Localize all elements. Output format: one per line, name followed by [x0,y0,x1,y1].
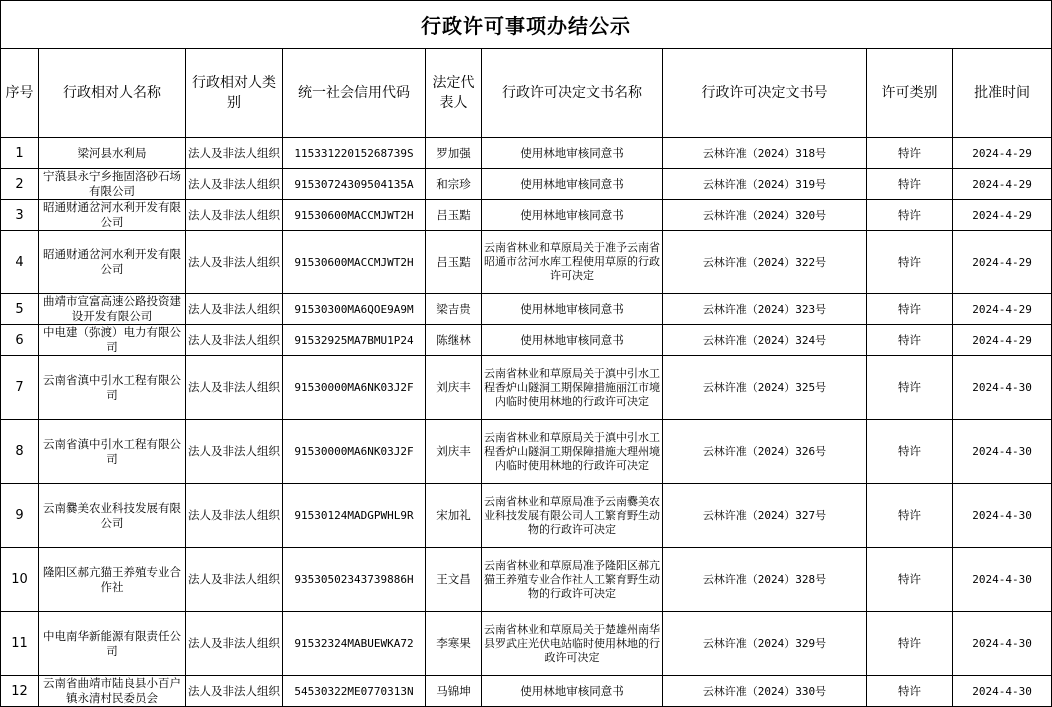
header-legal-rep: 法定代表人 [426,49,482,138]
cell-doc-number: 云林许准（2024）330号 [663,676,867,707]
cell-credit-code: 91530724309504135A [283,169,426,200]
cell-category: 特许 [867,169,953,200]
cell-doc-number: 云林许准（2024）329号 [663,612,867,676]
cell-doc-name: 使用林地审核同意书 [482,169,663,200]
cell-date: 2024-4-29 [953,138,1052,169]
cell-type: 法人及非法人组织 [186,420,283,484]
page-title: 行政许可事项办结公示 [1,1,1052,49]
table-row [1,169,1052,200]
cell-name: 云南省曲靖市陆良县小百户镇永清村民委员会 [39,676,186,707]
cell-doc-name: 使用林地审核同意书 [482,294,663,325]
cell-serial: 9 [1,484,39,548]
cell-doc-name: 使用林地审核同意书 [482,325,663,356]
table-row [1,138,1052,169]
cell-type: 法人及非法人组织 [186,484,283,548]
cell-category: 特许 [867,484,953,548]
cell-type: 法人及非法人组织 [186,231,283,294]
cell-serial: 1 [1,138,39,169]
cell-legal-rep: 王文昌 [426,548,482,612]
cell-credit-code: 91532925MA7BMU1P24 [283,325,426,356]
cell-credit-code: 91530124MADGPWHL9R [283,484,426,548]
cell-doc-number: 云林许准（2024）324号 [663,325,867,356]
cell-doc-number: 云林许准（2024）327号 [663,484,867,548]
cell-date: 2024-4-30 [953,676,1052,707]
cell-category: 特许 [867,231,953,294]
cell-doc-number: 云林许准（2024）323号 [663,294,867,325]
cell-date: 2024-4-30 [953,420,1052,484]
cell-doc-number: 云林许准（2024）328号 [663,548,867,612]
cell-legal-rep: 梁吉贵 [426,294,482,325]
cell-serial: 7 [1,356,39,420]
cell-doc-number: 云林许准（2024）325号 [663,356,867,420]
cell-doc-name: 云南省林业和草原局关于楚雄州南华县罗武庄光伏电站临时使用林地的行政许可决定 [482,612,663,676]
header-category: 许可类别 [867,49,953,138]
cell-credit-code: 11533122015268739S [283,138,426,169]
cell-type: 法人及非法人组织 [186,294,283,325]
cell-date: 2024-4-29 [953,231,1052,294]
cell-doc-number: 云林许准（2024）320号 [663,200,867,231]
cell-legal-rep: 和宗珍 [426,169,482,200]
header-doc-name: 行政许可决定文书名称 [482,49,663,138]
cell-category: 特许 [867,294,953,325]
cell-type: 法人及非法人组织 [186,200,283,231]
cell-name: 中电建（弥渡）电力有限公司 [39,325,186,356]
cell-date: 2024-4-29 [953,294,1052,325]
header-name: 行政相对人名称 [39,49,186,138]
cell-credit-code: 91530000MA6NK03J2F [283,356,426,420]
table-row [1,325,1052,356]
cell-serial: 4 [1,231,39,294]
cell-credit-code: 93530502343739886H [283,548,426,612]
cell-category: 特许 [867,612,953,676]
cell-date: 2024-4-30 [953,356,1052,420]
table-row [1,548,1052,612]
cell-legal-rep: 陈继林 [426,325,482,356]
cell-doc-name: 云南省林业和草原局准予隆阳区郝亢猫王养殖专业合作社人工繁育野生动物的行政许可决定 [482,548,663,612]
cell-name: 宁蒗县永宁乡拖固洛砂石场有限公司 [39,169,186,200]
cell-name: 昭通财通岔河水利开发有限公司 [39,231,186,294]
cell-doc-name: 使用林地审核同意书 [482,676,663,707]
cell-legal-rep: 刘庆丰 [426,420,482,484]
cell-credit-code: 91530600MACCMJWT2H [283,200,426,231]
cell-doc-name: 云南省林业和草原局关于滇中引水工程香炉山隧洞工期保障措施丽江市境内临时使用林地的行政许可决定 [482,356,663,420]
cell-legal-rep: 吕玉黠 [426,231,482,294]
cell-date: 2024-4-29 [953,200,1052,231]
cell-name: 云南省滇中引水工程有限公司 [39,356,186,420]
cell-doc-number: 云林许准（2024）318号 [663,138,867,169]
cell-name: 云南省滇中引水工程有限公司 [39,420,186,484]
cell-serial: 5 [1,294,39,325]
table-row [1,356,1052,420]
cell-legal-rep: 李寒果 [426,612,482,676]
cell-name: 曲靖市宣富高速公路投资建设开发有限公司 [39,294,186,325]
cell-credit-code: 91530300MA6QOE9A9M [283,294,426,325]
table-row [1,231,1052,294]
cell-date: 2024-4-30 [953,548,1052,612]
header-date: 批准时间 [953,49,1052,138]
cell-serial: 2 [1,169,39,200]
cell-legal-rep: 罗加强 [426,138,482,169]
cell-category: 特许 [867,356,953,420]
cell-legal-rep: 宋加礼 [426,484,482,548]
cell-category: 特许 [867,138,953,169]
cell-legal-rep: 吕玉黠 [426,200,482,231]
cell-type: 法人及非法人组织 [186,676,283,707]
cell-doc-number: 云林许准（2024）326号 [663,420,867,484]
cell-date: 2024-4-30 [953,484,1052,548]
cell-doc-name: 使用林地审核同意书 [482,138,663,169]
cell-name: 梁河县水利局 [39,138,186,169]
cell-type: 法人及非法人组织 [186,612,283,676]
cell-serial: 12 [1,676,39,707]
header-row [1,49,1052,138]
cell-name: 云南爨美农业科技发展有限公司 [39,484,186,548]
cell-legal-rep: 刘庆丰 [426,356,482,420]
table-row [1,420,1052,484]
cell-name: 隆阳区郝亢猫王养殖专业合作社 [39,548,186,612]
cell-serial: 3 [1,200,39,231]
cell-date: 2024-4-29 [953,169,1052,200]
cell-category: 特许 [867,676,953,707]
cell-doc-name: 云南省林业和草原局关于滇中引水工程香炉山隧洞工期保障措施大理州境内临时使用林地的行政许可决定 [482,420,663,484]
cell-serial: 6 [1,325,39,356]
cell-credit-code: 54530322ME0770313N [283,676,426,707]
cell-category: 特许 [867,548,953,612]
cell-doc-number: 云林许准（2024）322号 [663,231,867,294]
cell-doc-name: 使用林地审核同意书 [482,200,663,231]
cell-doc-name: 云南省林业和草原局准予云南爨美农业科技发展有限公司人工繁育野生动物的行政许可决定 [482,484,663,548]
cell-credit-code: 91532324MABUEWKA72 [283,612,426,676]
header-credit-code: 统一社会信用代码 [283,49,426,138]
cell-category: 特许 [867,200,953,231]
cell-date: 2024-4-30 [953,612,1052,676]
cell-type: 法人及非法人组织 [186,169,283,200]
cell-name: 中电南华新能源有限责任公司 [39,612,186,676]
header-type: 行政相对人类别 [186,49,283,138]
cell-type: 法人及非法人组织 [186,138,283,169]
cell-type: 法人及非法人组织 [186,356,283,420]
cell-credit-code: 91530600MACCMJWT2H [283,231,426,294]
cell-date: 2024-4-29 [953,325,1052,356]
cell-serial: 10 [1,548,39,612]
table-row [1,676,1052,707]
cell-type: 法人及非法人组织 [186,325,283,356]
table-row [1,612,1052,676]
table-row [1,294,1052,325]
cell-credit-code: 91530000MA6NK03J2F [283,420,426,484]
cell-doc-number: 云林许准（2024）319号 [663,169,867,200]
cell-category: 特许 [867,420,953,484]
cell-legal-rep: 马锦坤 [426,676,482,707]
cell-serial: 11 [1,612,39,676]
table-row [1,484,1052,548]
cell-serial: 8 [1,420,39,484]
header-doc-number: 行政许可决定文书号 [663,49,867,138]
cell-type: 法人及非法人组织 [186,548,283,612]
cell-doc-name: 云南省林业和草原局关于准予云南省昭通市岔河水库工程使用草原的行政许可决定 [482,231,663,294]
header-serial: 序号 [1,49,39,138]
cell-name: 昭通财通岔河水利开发有限公司 [39,200,186,231]
cell-category: 特许 [867,325,953,356]
table-row [1,200,1052,231]
